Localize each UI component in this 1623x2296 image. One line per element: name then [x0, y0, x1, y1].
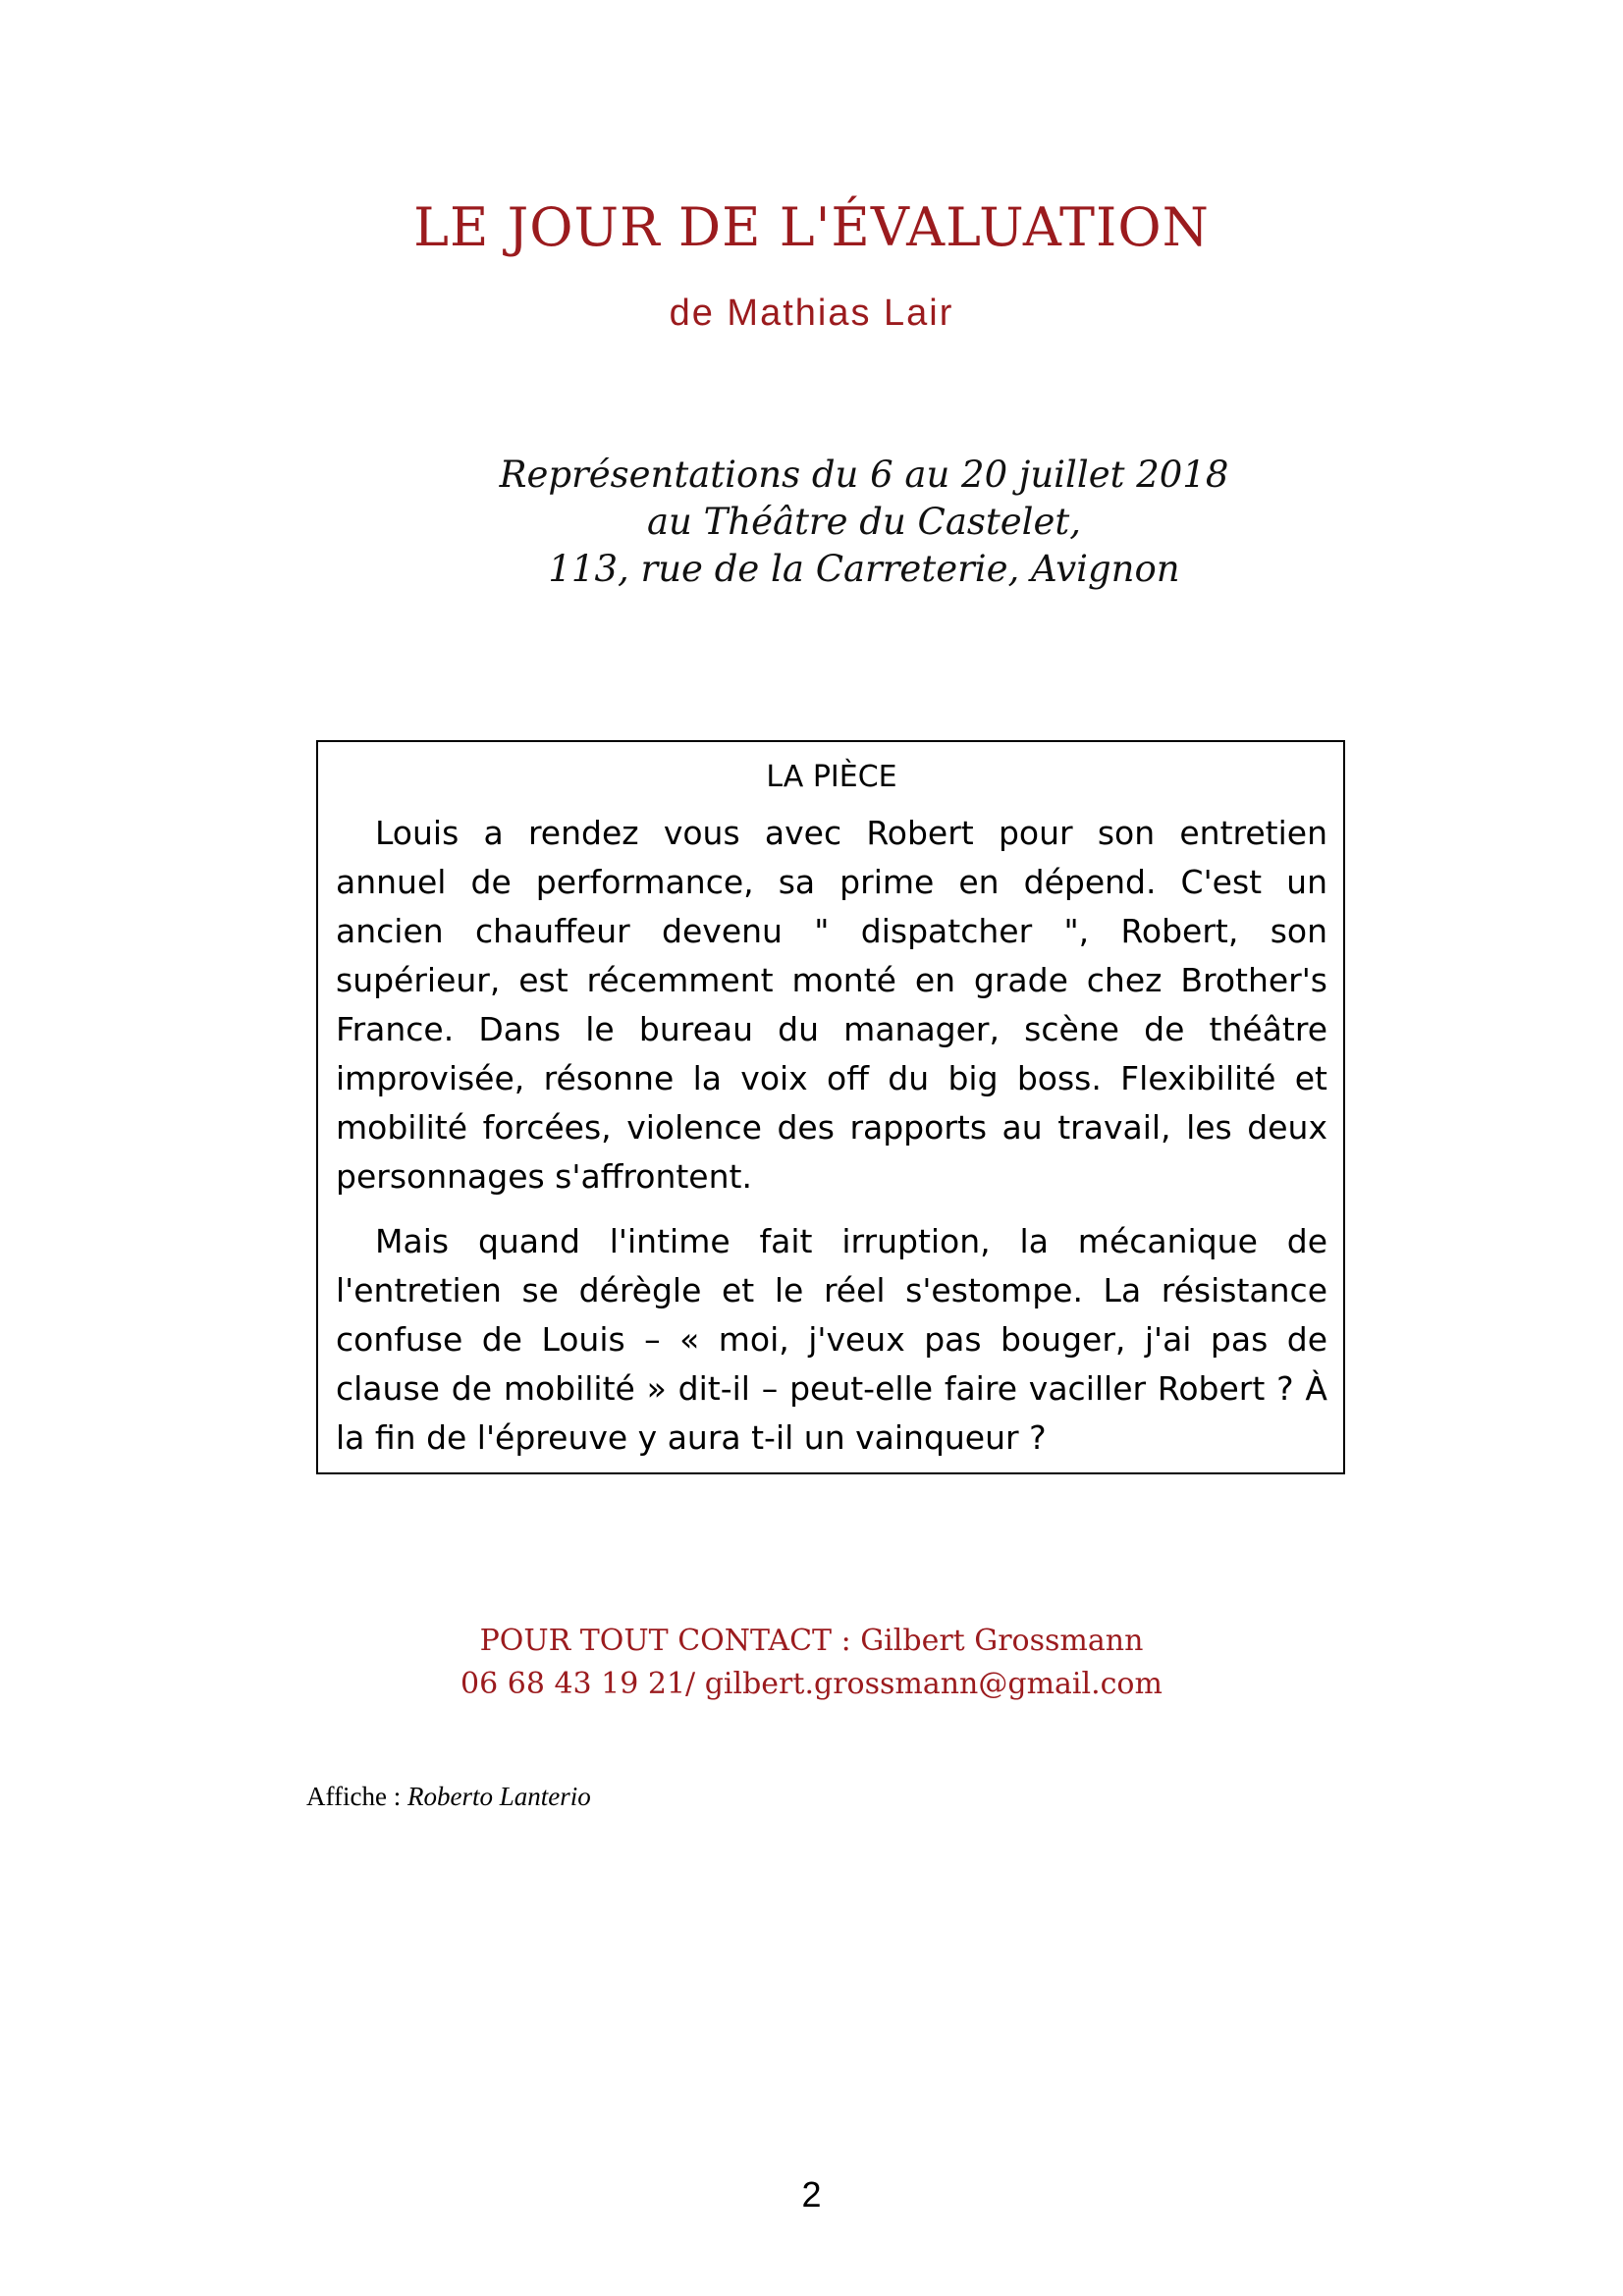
document-title: LE JOUR DE L'ÉVALUATION — [413, 196, 1210, 258]
piece-paragraph-2: Mais quand l'intime fait irruption, la mécanique de l'entretien se dérègle et le réel s'estompe. La résistance confuse de Louis – « moi, j'veux pas bouger, j'ai pas de clause de mobilité » dit-il – peut-elle faire vaciller Robert ? À la fin de l'épreuve y aura t-il un vainqueur ? — [336, 1222, 1327, 1457]
poster-credit-name: Roberto Lanterio — [406, 1782, 591, 1811]
contact-details: 06 68 43 19 21/ gilbert.grossmann@gmail.com — [460, 1667, 1163, 1701]
piece-paragraph-1: Louis a rendez vous avec Robert pour son entretien annuel de performance, sa prime en dépend. C'est un ancien chauffeur devenu " dispatcher ", Robert, son supérieur, est récemment monté en grade chez Brother's France. Dans le bureau du manager, scène de théâtre improvisée, résonne la voix off du big boss. Flexibilité et mobilité forcées, violence des rapports au travail, les deux personnages s'affrontent. — [336, 814, 1327, 1196]
piece-summary-box — [316, 740, 1345, 1474]
performance-info — [471, 452, 1257, 593]
contact-block — [0, 1620, 1623, 1706]
poster-credit — [306, 1779, 591, 1814]
poster-credit-label: Affiche : — [306, 1782, 407, 1811]
author-line: de Mathias Lair — [669, 293, 954, 334]
performance-dates: Représentations du 6 au 20 juillet 2018 — [499, 454, 1229, 496]
page-number: 2 — [801, 2174, 822, 2215]
performance-venue: au Théâtre du Castelet, — [646, 501, 1082, 543]
piece-heading: LA PIÈCE — [766, 760, 897, 794]
contact-name: POUR TOUT CONTACT : Gilbert Grossmann — [479, 1624, 1144, 1658]
performance-address: 113, rue de la Carreterie, Avignon — [548, 548, 1180, 590]
